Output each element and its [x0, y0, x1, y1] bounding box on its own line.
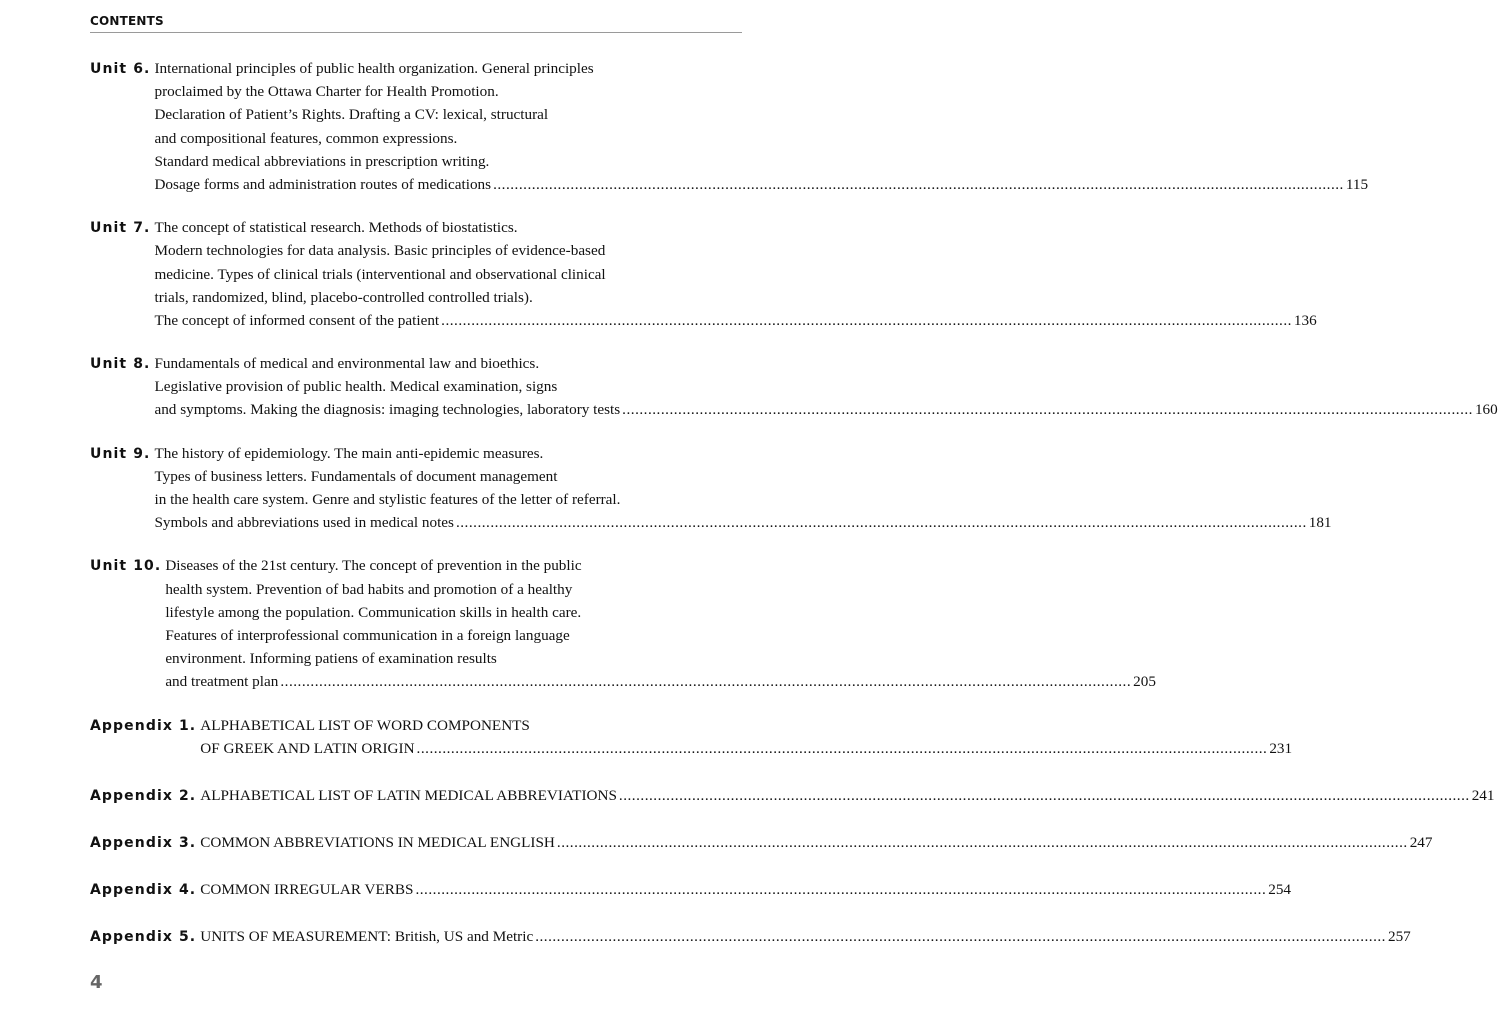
entry-line [90, 352, 742, 375]
page-ref[interactable]: 136 [1293, 311, 1317, 329]
entry-line [90, 624, 742, 647]
entry-line [90, 57, 742, 80]
entry-text: ALPHABETICAL LIST OF WORD COMPONENTS [200, 716, 530, 734]
entry-line [90, 465, 742, 488]
entry-text: and compositional features, common expressions. [154, 129, 458, 147]
entry-line [90, 375, 742, 398]
entry-text: The history of epidemiology. The main anti-epidemic measures. [154, 444, 544, 462]
entry-line [90, 647, 742, 670]
unit-entry[interactable] [90, 216, 1317, 332]
page-ref[interactable]: 160 [1474, 401, 1498, 419]
entry-text: COMMON IRREGULAR VERBS [200, 881, 414, 899]
dot-leader [415, 878, 1266, 901]
entry-text: trials, randomized, blind, placebo-controlled controlled trials). [154, 288, 533, 306]
entry-line [90, 831, 1433, 854]
entry-line [90, 554, 742, 577]
appendix-label: Appendix 5. [90, 929, 197, 946]
entry-text: Symbols and abbreviations used in medical notes [154, 514, 454, 532]
entry-text: medicine. Types of clinical trials (interventional and observational clinical [154, 265, 606, 283]
entry-text: UNITS OF MEASUREMENT: British, US and Metric [200, 928, 534, 946]
entry-text: and symptoms. Making the diagnosis: imaging technologies, laboratory tests [154, 401, 621, 419]
entry-text: Standard medical abbreviations in prescription writing. [154, 152, 490, 170]
entry-text: proclaimed by the Ottawa Charter for Health Promotion. [154, 83, 499, 101]
entry-line [90, 263, 742, 286]
page-ref[interactable]: 254 [1268, 881, 1292, 899]
dot-leader [535, 925, 1386, 948]
entry-line [90, 784, 1495, 807]
entry-text: Diseases of the 21st century. The concept of prevention in the public [165, 557, 582, 575]
page-ref[interactable]: 241 [1471, 786, 1495, 804]
dot-leader [417, 737, 1268, 760]
contents-list [90, 57, 1498, 973]
entry-text: and treatment plan [165, 673, 279, 691]
page-ref[interactable]: 247 [1409, 834, 1433, 852]
unit-entry[interactable] [90, 442, 1332, 535]
entry-line [90, 216, 742, 239]
entry-text: Dosage forms and administration routes of medications [154, 175, 492, 193]
unit-label: Unit 10. [90, 558, 162, 575]
entry-line [90, 103, 742, 126]
entry-line [90, 442, 742, 465]
entry-text: ALPHABETICAL LIST OF LATIN MEDICAL ABBREVIATIONS [200, 786, 617, 804]
dot-leader [619, 784, 1470, 807]
entry-line [90, 578, 742, 601]
entry-line [90, 878, 1292, 901]
appendix-entry[interactable] [90, 878, 1292, 901]
dot-leader [493, 173, 1344, 196]
page-ref[interactable]: 181 [1308, 514, 1332, 532]
entry-line [90, 127, 742, 150]
dot-leader [280, 670, 1131, 693]
dot-leader [622, 398, 1473, 421]
unit-entry[interactable] [90, 554, 1156, 693]
dot-leader [456, 511, 1307, 534]
appendix-label: Appendix 2. [90, 787, 197, 804]
dot-leader [557, 831, 1408, 854]
entry-line [90, 150, 742, 173]
entry-line [90, 239, 742, 262]
dot-leader [441, 309, 1292, 332]
entry-line [90, 737, 1293, 760]
unit-label: Unit 8. [90, 356, 151, 373]
appendix-entry[interactable] [90, 784, 1495, 807]
entry-line [90, 714, 742, 737]
entry-line [90, 670, 1156, 693]
entry-line [90, 511, 1332, 534]
unit-entry[interactable] [90, 57, 1369, 196]
header-rule [90, 32, 742, 33]
entry-line [90, 80, 742, 103]
unit-label: Unit 9. [90, 445, 151, 462]
contents-title: CONTENTS [90, 14, 164, 28]
entry-line [90, 601, 742, 624]
entry-text: The concept of informed consent of the patient [154, 311, 440, 329]
appendix-entry[interactable] [90, 925, 1411, 948]
entry-text: OF GREEK AND LATIN ORIGIN [200, 739, 415, 757]
appendix-entry[interactable] [90, 831, 1433, 854]
entry-text: International principles of public health organization. General principles [154, 60, 594, 77]
page-ref[interactable]: 115 [1345, 175, 1369, 193]
unit-label: Unit 7. [90, 220, 151, 237]
page-number: 4 [90, 972, 103, 993]
unit-entry[interactable] [90, 352, 1498, 422]
entry-text: The concept of statistical research. Methods of biostatistics. [154, 219, 518, 237]
appendix-label: Appendix 1. [90, 717, 197, 734]
page-ref[interactable]: 257 [1387, 928, 1411, 946]
unit-label: Unit 6. [90, 61, 151, 77]
entry-text: environment. Informing patiens of examination results [165, 650, 497, 668]
entry-text: COMMON ABBREVIATIONS IN MEDICAL ENGLISH [200, 834, 555, 852]
entry-line [90, 286, 742, 309]
entry-text: Modern technologies for data analysis. Basic principles of evidence-based [154, 242, 606, 260]
appendix-entry[interactable] [90, 714, 1293, 760]
entry-text: Declaration of Patient’s Rights. Drafting a CV: lexical, structural [154, 106, 549, 124]
entry-text: Features of interprofessional communication in a foreign language [165, 626, 570, 644]
entry-line [90, 925, 1411, 948]
entry-text: Fundamentals of medical and environmental law and bioethics. [154, 355, 540, 373]
entry-text: health system. Prevention of bad habits and promotion of a healthy [165, 580, 573, 598]
entry-text: Types of business letters. Fundamentals of document management [154, 467, 558, 485]
entry-text: in the health care system. Genre and stylistic features of the letter of referral. [154, 491, 621, 508]
entry-line [90, 398, 1498, 421]
entry-line [90, 173, 1369, 196]
entry-line [90, 309, 1317, 332]
page-ref[interactable]: 231 [1269, 739, 1293, 757]
appendix-label: Appendix 4. [90, 882, 197, 899]
entry-line [90, 488, 742, 511]
appendix-label: Appendix 3. [90, 835, 197, 852]
page-ref[interactable]: 205 [1133, 673, 1156, 691]
entry-text: Legislative provision of public health. Medical examination, signs [154, 378, 558, 396]
contents-header [90, 14, 742, 33]
entry-text: lifestyle among the population. Communication skills in health care. [165, 603, 582, 621]
